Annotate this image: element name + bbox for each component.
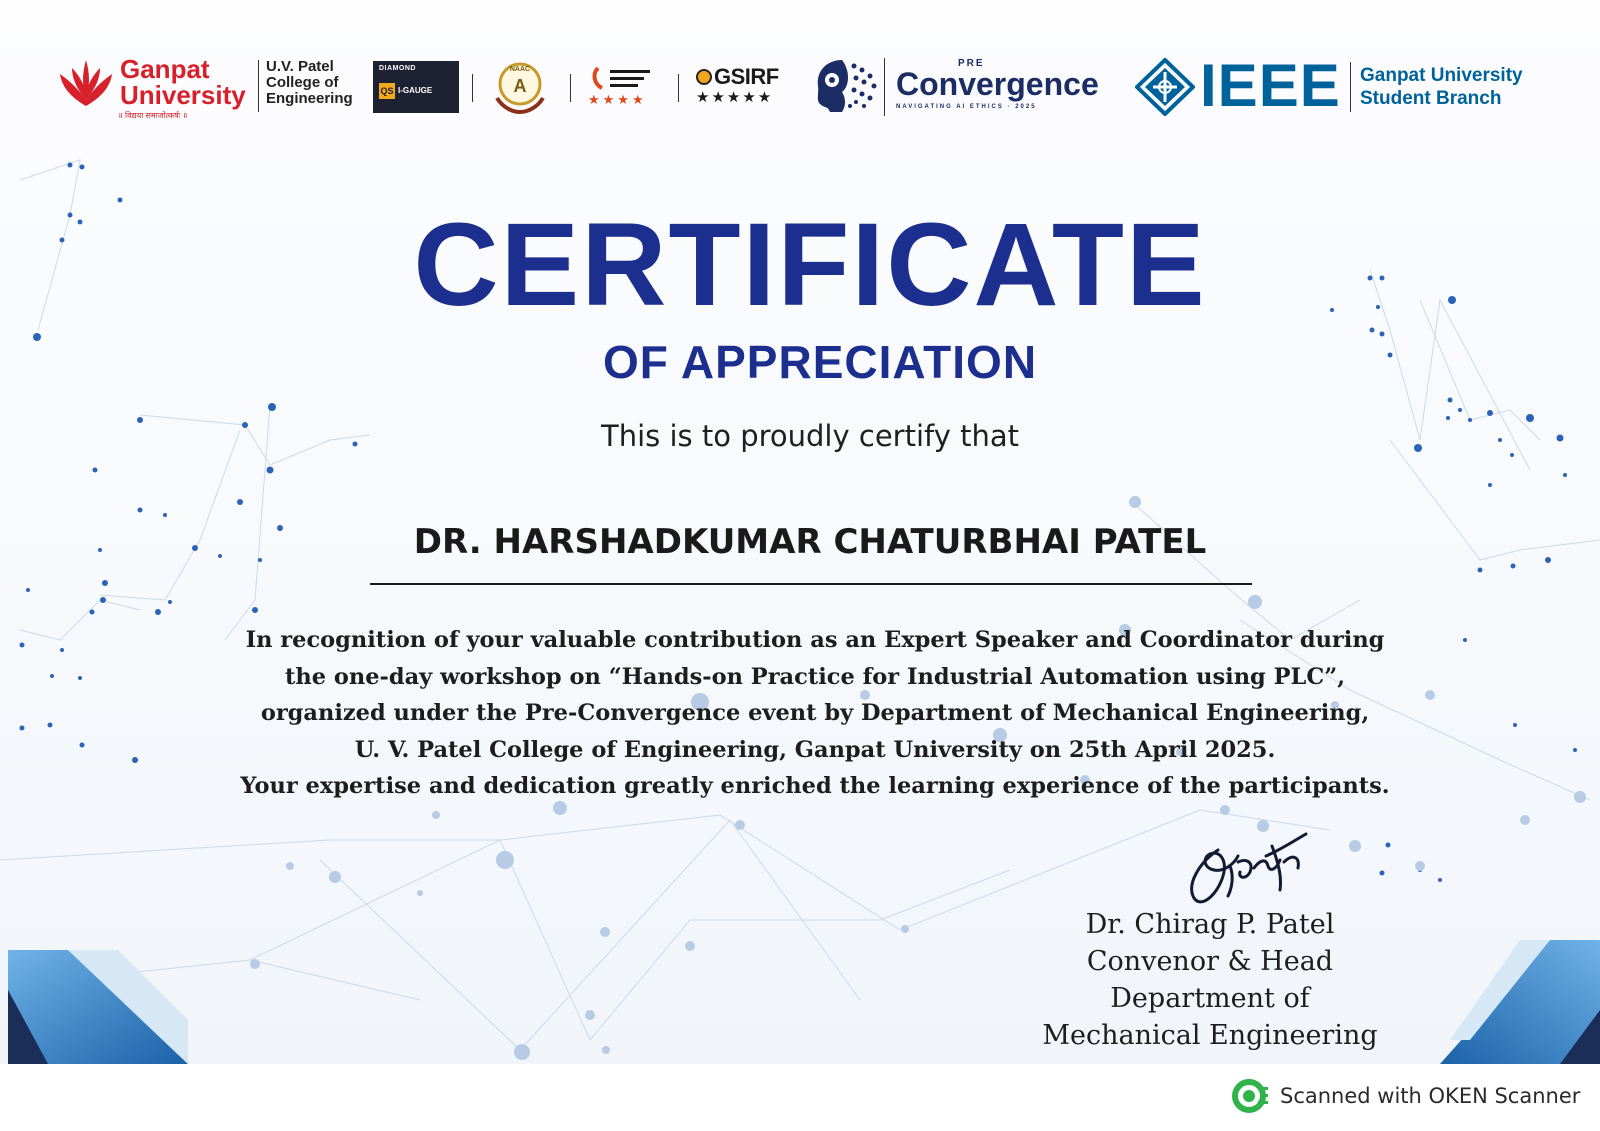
logo-divider [472,74,473,102]
signatory-block [1010,906,1410,1054]
body-line-4: U. V. Patel College of Engineering, Ganpat University on 25th April 2025. [354,736,1276,763]
college-wordmark [266,59,353,107]
certificate-title: CERTIFICATE [413,199,1207,331]
naac-badge [489,58,551,116]
college-line2: College of [266,74,339,91]
naac-grade: A [513,76,527,96]
logo-divider [1350,62,1351,112]
signatory-dept-line2: Mechanical Engineering [1042,1020,1378,1051]
logo-divider [678,74,679,102]
ieee-student-branch [1360,64,1523,110]
signatory-role: Convenor & Head [1086,946,1334,977]
logo-divider [884,58,885,116]
ai-head-icon [812,56,880,116]
ganpat-university-line2: University [120,80,246,110]
body-line-5: Your expertise and dedication greatly enriched the learning experience of the participants. [240,773,1390,799]
gsirf-badge [696,64,779,106]
qs-iguage-badge [373,61,459,113]
signatory-name: Dr. Chirag P. Patel [1085,909,1335,940]
preconvergence-tagline: NAVIGATING AI ETHICS · 2025 [896,104,1037,110]
header-logo-strip [0,0,1600,130]
ganpat-university-wordmark [120,56,246,108]
ranking-emblem-icon [588,64,660,92]
logo-divider [258,60,259,112]
body-line-1: In recognition of your valuable contribution as an Expert Speaker and Coordinator during [245,627,1385,653]
scanner-watermark [1232,1078,1580,1114]
ieee-branch-line2: Student Branch [1360,88,1502,109]
ranking-badge [588,64,660,112]
ieee-diamond-icon [1135,58,1195,116]
gsirf-name: GSIRF [714,64,779,89]
certify-intro: This is to proudly certify that [601,419,1019,453]
body-line-3: organized under the Pre-Convergence event by Department of Mechanical Engineering, [260,700,1370,726]
recipient-name: DR. HARSHADKUMAR CHATURBHAI PATEL [413,522,1207,562]
scanner-logo-icon [1232,1079,1268,1113]
ganpat-university-logo-icon [58,56,114,108]
college-line3: Engineering [266,90,353,107]
iguage-brand: I-GAUGE [398,86,433,95]
ieee-branch-line1: Ganpat University [1360,65,1523,86]
qs-logo-mark: QS [379,83,395,99]
body-line-2: the one-day workshop on “Hands-on Practice for Industrial Automation using PLC”, [284,663,1346,690]
corner-wedge-right [1440,940,1600,1064]
gsirf-stars: ★★★★★ [696,89,774,106]
gsirf-logo-icon [696,69,712,85]
certificate-body [150,622,1480,805]
ranking-stars: ★★★★ [588,92,647,107]
scanner-watermark-text: Scanned with OKEN Scanner [1280,1084,1581,1108]
certificate-subtitle: OF APPRECIATION [602,336,1038,388]
ganpat-university-line1: Ganpat [120,54,210,84]
preconvergence-name: Convergence [896,66,1099,102]
logo-divider [570,74,571,102]
ganpat-university-motto: ॥ विद्यया समाजोत्कर्षः ॥ [118,111,188,120]
recipient-underline [370,583,1252,585]
iguage-rating: DIAMOND [379,65,416,72]
ieee-wordmark: IEEE [1200,52,1341,119]
naac-label: NAAC [509,66,531,73]
signatory-dept-line1: Department of [1110,983,1310,1014]
corner-wedge-left [8,950,188,1064]
preconvergence-pre: PRE [958,58,985,69]
college-line1: U.V. Patel [266,58,334,75]
